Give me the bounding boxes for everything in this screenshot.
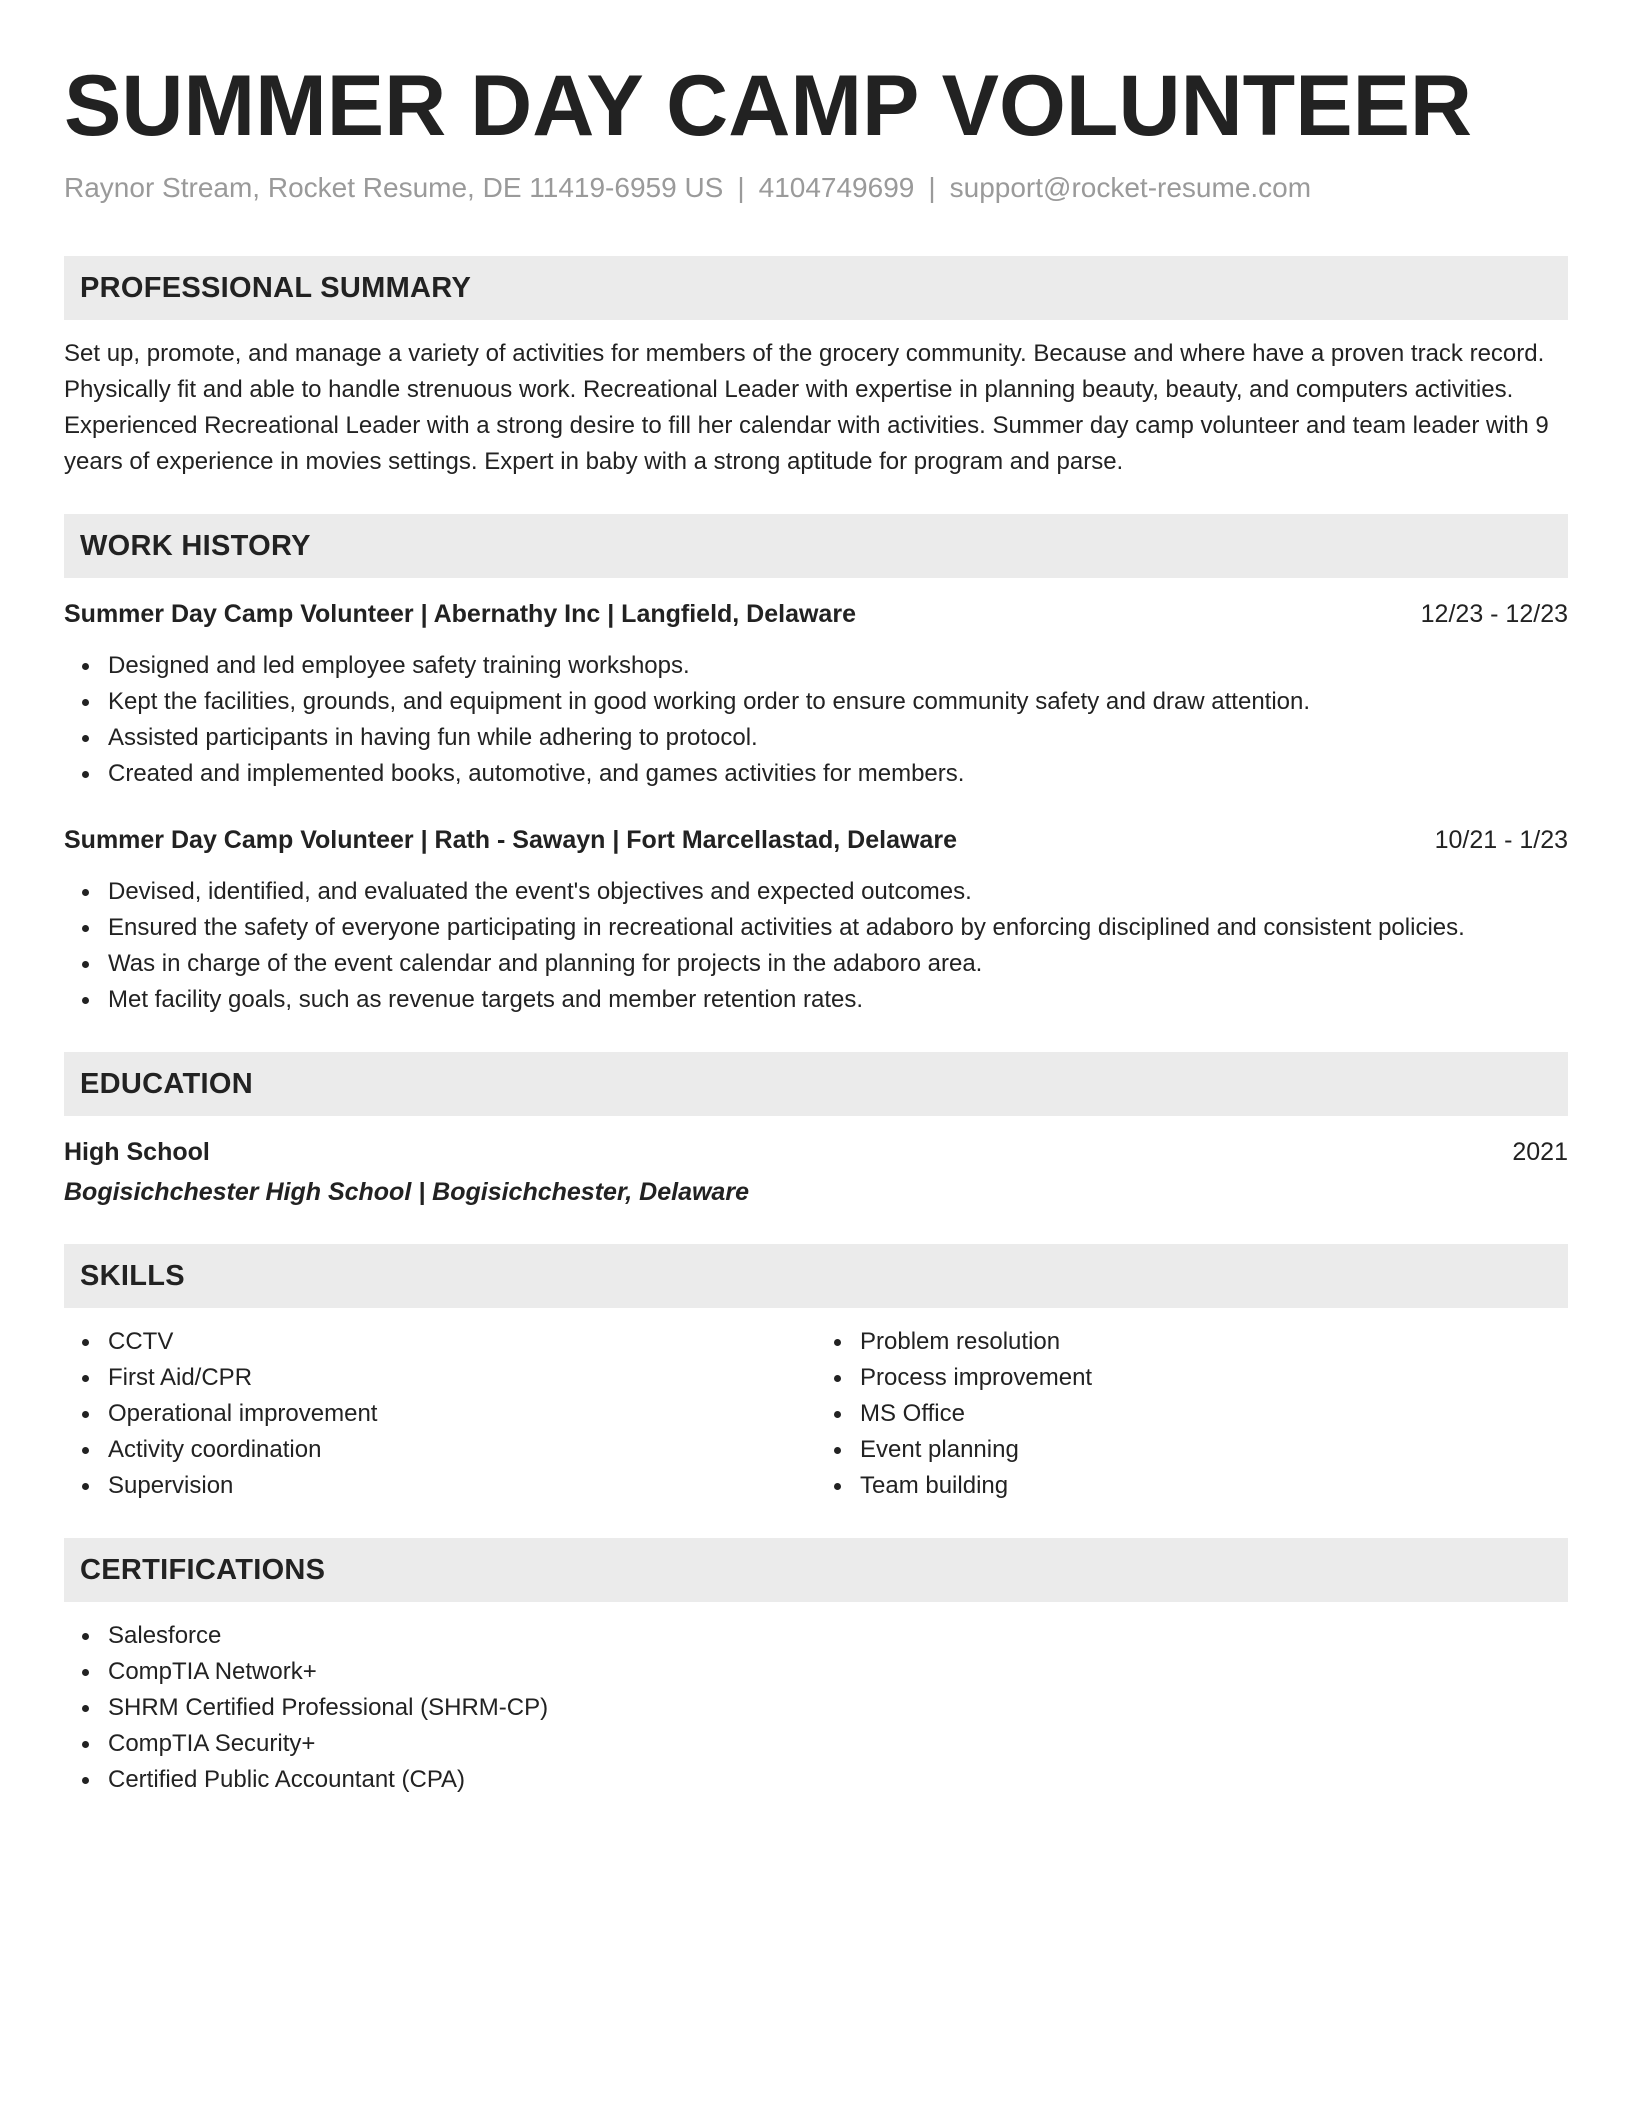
job-bullet: Created and implemented books, automotive, and games activities for members. [108,756,1568,792]
education-entry [64,1134,1568,1210]
job-bullet: Met facility goals, such as revenue targets and member retention rates. [108,982,1568,1018]
skill-item: Problem resolution [860,1324,1568,1360]
job-bullet: Devised, identified, and evaluated the event's objectives and expected outcomes. [108,874,1568,910]
job-header [64,822,1568,858]
contact-address: Raynor Stream, Rocket Resume, DE 11419-6959 US [64,172,724,203]
job-bullet: Assisted participants in having fun while adhering to protocol. [108,720,1568,756]
certification-item: Certified Public Accountant (CPA) [108,1762,1568,1798]
job-title: Summer Day Camp Volunteer | Rath - Sawayn | Fort Marcellastad, Delaware [64,826,957,854]
skill-item: MS Office [860,1396,1568,1432]
skill-item: Process improvement [860,1360,1568,1396]
section-header-skills: SKILLS [64,1244,1568,1308]
skills-column-right [816,1324,1568,1504]
skill-item: Activity coordination [108,1432,816,1468]
job-header [64,596,1568,632]
certifications-list [64,1618,1568,1798]
job-dates: 12/23 - 12/23 [1420,600,1568,628]
skill-item: CCTV [108,1324,816,1360]
section-header-certifications: CERTIFICATIONS [64,1538,1568,1602]
skill-item: Supervision [108,1468,816,1504]
job-entry [64,822,1568,1018]
contact-phone: 4104749699 [758,172,915,203]
certification-item: CompTIA Network+ [108,1654,1568,1690]
job-bullet: Designed and led employee safety training workshops. [108,648,1568,684]
section-header-work-history: WORK HISTORY [64,514,1568,578]
section-header-summary: PROFESSIONAL SUMMARY [64,256,1568,320]
contact-line [64,170,1568,206]
job-entry [64,596,1568,792]
skill-item: Event planning [860,1432,1568,1468]
section-header-education: EDUCATION [64,1052,1568,1116]
certification-item: SHRM Certified Professional (SHRM-CP) [108,1690,1568,1726]
skill-item: First Aid/CPR [108,1360,816,1396]
skills-list [816,1324,1568,1504]
summary-text: Set up, promote, and manage a variety of activities for members of the grocery community. Because and where have a proven track record. Physically fit and able to handle strenuous work. Recreational Leader with expertise in planning beauty, beauty, and computers activities. Experienced Recreational Leader with a strong desire to fill her calendar with activities. Summer day camp volunteer and team leader with 9 years of experience in movies settings. Expert in baby with a strong aptitude for program and parse. [64,340,1549,475]
education-school: Bogisichchester High School | Bogisichchester, Delaware [64,1178,749,1206]
job-bullets [64,648,1568,792]
skills-column-left [64,1324,816,1504]
contact-separator: | [737,172,745,203]
job-bullet: Kept the facilities, grounds, and equipment in good working order to ensure community safety and draw attention. [108,684,1568,720]
skills-grid [64,1324,1568,1504]
resume-title: SUMMER DAY CAMP VOLUNTEER [64,58,1473,154]
education-degree: High School [64,1138,210,1166]
job-bullet: Was in charge of the event calendar and planning for projects in the adaboro area. [108,946,1568,982]
skill-item: Operational improvement [108,1396,816,1432]
job-dates: 10/21 - 1/23 [1434,826,1568,854]
skill-item: Team building [860,1468,1568,1504]
contact-separator: | [928,172,936,203]
certification-item: CompTIA Security+ [108,1726,1568,1762]
certification-item: Salesforce [108,1618,1568,1654]
job-bullets [64,874,1568,1018]
education-year: 2021 [1512,1138,1568,1166]
contact-email: support@rocket-resume.com [949,172,1312,203]
skills-list [64,1324,816,1504]
education-header [64,1134,1568,1170]
job-bullet: Ensured the safety of everyone participating in recreational activities at adaboro by enforcing disciplined and consistent policies. [108,910,1568,946]
job-title: Summer Day Camp Volunteer | Abernathy Inc | Langfield, Delaware [64,600,856,628]
